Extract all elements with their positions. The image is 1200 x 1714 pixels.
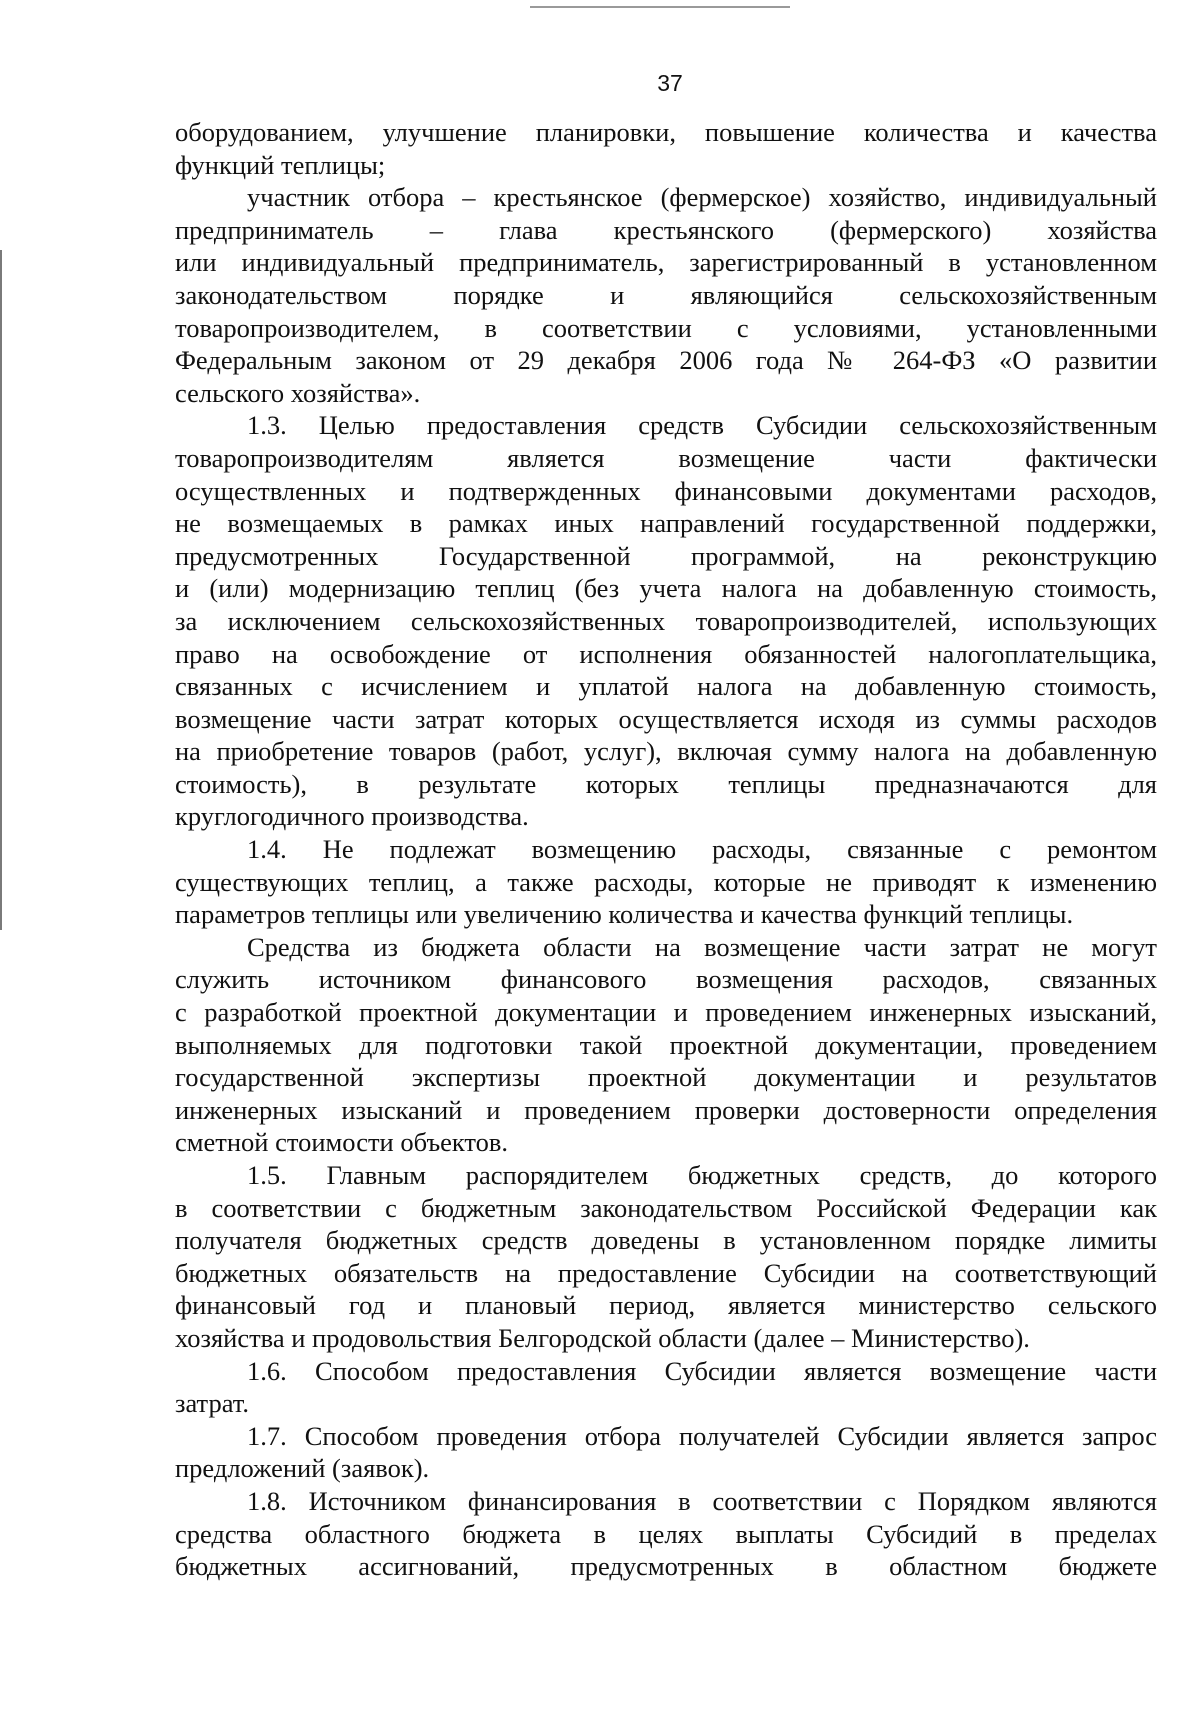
text-line: финансовый год и плановый период, является министерство сельского <box>175 1290 1157 1321</box>
text-line: предложений (заявок). <box>175 1453 430 1484</box>
text-line: 1.3. Целью предоставления средств Субсидии сельскохозяйственным <box>247 410 1157 441</box>
text-line: Средства из бюджета области на возмещение части затрат не могут <box>247 931 1157 962</box>
text-line: оборудованием, улучшение планировки, повышение количества и качества <box>175 117 1157 147</box>
text-line: товаропроизводителем, в соответствии с условиями, установленными <box>175 312 1157 343</box>
text-line: круглогодичного производства. <box>175 801 529 832</box>
text-line: предусмотренных Государственной программой, на реконструкцию <box>175 540 1157 571</box>
text-line: существующих теплиц, а также расходы, которые не приводят к изменению <box>175 866 1157 897</box>
text-line: товаропроизводителям является возмещение части фактически <box>175 442 1157 473</box>
text-line: законодательством порядке и являющийся сельскохозяйственным <box>175 279 1157 310</box>
paragraph-p2 <box>175 409 1157 833</box>
text-line: Федеральным законом от 29 декабря 2006 года № 264-ФЗ «О развитии <box>175 345 1157 376</box>
text-line: предприниматель – глава крестьянского (фермерского) хозяйства <box>175 214 1157 245</box>
text-line: 1.5. Главным распорядителем бюджетных средств, до которого <box>247 1160 1157 1190</box>
text-line: сметной стоимости объектов. <box>175 1127 509 1158</box>
document-body <box>175 116 1157 1583</box>
text-line: с разработкой проектной документации и проведением инженерных изысканий, <box>175 997 1157 1028</box>
paragraph-p0 <box>175 116 1157 181</box>
text-line: бюджетных обязательств на предоставление Субсидии на соответствующий <box>175 1257 1157 1288</box>
text-line: осуществленных и подтвержденных финансовыми документами расходов, <box>175 475 1157 506</box>
text-line: параметров теплицы или увеличению количества и качества функций теплицы. <box>175 899 1074 930</box>
text-line: сельского хозяйства». <box>175 377 421 408</box>
paragraph-p4 <box>175 931 1157 1159</box>
text-line: выполняемых для подготовки такой проектной документации, проведением <box>175 1029 1157 1060</box>
text-line: возмещение части затрат которых осуществляется исходя из суммы расходов <box>175 703 1157 734</box>
scan-artifact-top-line <box>530 6 790 8</box>
text-line: 1.4. Не подлежат возмещению расходы, связанные с ремонтом <box>247 834 1157 865</box>
paragraph-p7 <box>175 1420 1157 1485</box>
text-line: хозяйства и продовольствия Белгородской области (далее – Министерство). <box>175 1322 1030 1353</box>
text-line: и (или) модернизацию теплиц (без учета налога на добавленную стоимость, <box>175 573 1157 604</box>
text-line: инженерных изысканий и проведением проверки достоверности определения <box>175 1094 1157 1125</box>
text-line: бюджетных ассигнований, предусмотренных в областном бюджете <box>175 1551 1157 1582</box>
scan-artifact-left-edge <box>0 250 2 930</box>
page-number: 37 <box>657 70 683 96</box>
text-line: 1.7. Способом проведения отбора получателей Субсидии является запрос <box>247 1420 1157 1451</box>
paragraph-p6 <box>175 1355 1157 1420</box>
text-line: служить источником финансового возмещения расходов, связанных <box>175 964 1157 995</box>
text-line: средства областного бюджета в целях выплаты Субсидий в пределах <box>175 1518 1157 1549</box>
text-line: право на освобождение от исполнения обязанностей налогоплательщика, <box>175 638 1157 669</box>
text-line: стоимость), в результате которых теплицы предназначаются для <box>175 768 1157 799</box>
paragraph-p3 <box>175 833 1157 931</box>
text-line: за исключением сельскохозяйственных товаропроизводителей, использующих <box>175 605 1157 636</box>
text-line: связанных с исчислением и уплатой налога на добавленную стоимость, <box>175 671 1157 702</box>
text-line: на приобретение товаров (работ, услуг), включая сумму налога на добавленную <box>175 736 1157 767</box>
text-line: или индивидуальный предприниматель, зарегистрированный в установленном <box>175 247 1157 278</box>
paragraph-p5 <box>175 1159 1157 1355</box>
text-line: 1.6. Способом предоставления Субсидии является возмещение части <box>247 1355 1157 1386</box>
text-line: государственной экспертизы проектной документации и результатов <box>175 1062 1157 1093</box>
text-line: 1.8. Источником финансирования в соответствии с Порядком являются <box>247 1485 1157 1516</box>
text-line: в соответствии с бюджетным законодательством Российской Федерации как <box>175 1192 1157 1223</box>
text-line: функций теплицы; <box>175 149 386 180</box>
text-line: затрат. <box>175 1388 249 1419</box>
text-line: получателя бюджетных средств доведены в установленном порядке лимиты <box>175 1225 1157 1256</box>
text-line: участник отбора – крестьянское (фермерское) хозяйство, индивидуальный <box>247 182 1157 213</box>
paragraph-p1 <box>175 181 1157 409</box>
text-line: не возмещаемых в рамках иных направлений государственной поддержки, <box>175 508 1157 539</box>
paragraph-p8 <box>175 1485 1157 1583</box>
